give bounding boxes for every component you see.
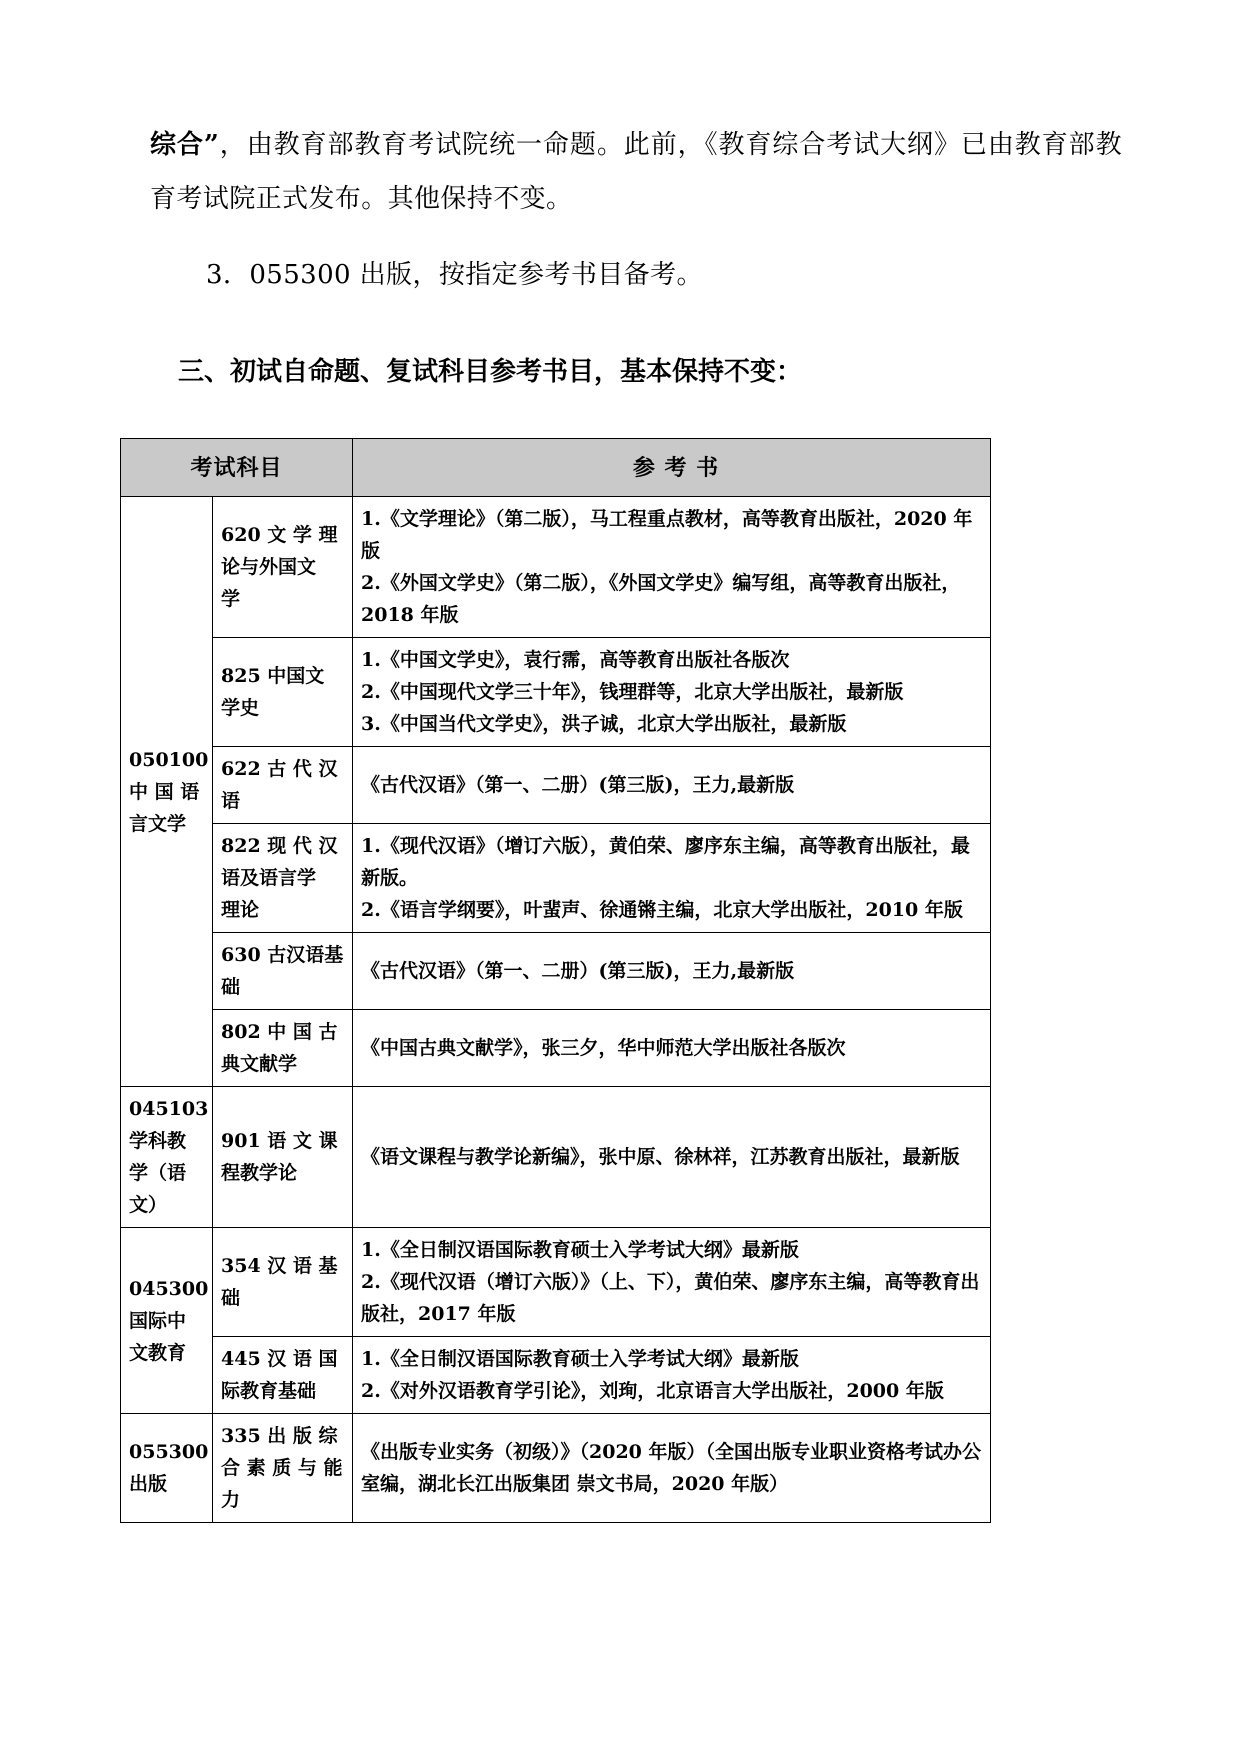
section-heading-three: 三、初试自命题、复试科目参考书目，基本保持不变： bbox=[178, 357, 803, 387]
exam-subject-line: 论与外国文 bbox=[221, 556, 317, 578]
exam-subject-line: 理论 bbox=[221, 899, 260, 921]
major-code-line: 055300 bbox=[129, 1441, 209, 1463]
table-row bbox=[121, 1228, 991, 1337]
header-exam-subject: 考试科目 bbox=[121, 439, 353, 497]
major-code-line: 文） bbox=[129, 1194, 168, 1216]
exam-subject-line: 语及语言学 bbox=[221, 867, 317, 889]
paragraph-1-bold-lead: 综合” bbox=[150, 130, 220, 160]
reference-book-cell bbox=[353, 497, 991, 638]
reference-book-line: 1.《中国文学史》，袁行霈，高等教育出版社各版次 bbox=[361, 649, 790, 671]
exam-subject-line: 典文献学 bbox=[221, 1053, 298, 1075]
reference-book-line: 1.《全日制汉语国际教育硕士入学考试大纲》最新版 bbox=[361, 1239, 799, 1261]
reference-book-cell bbox=[353, 1087, 991, 1228]
reference-book-cell bbox=[353, 638, 991, 747]
major-code-line: 出版 bbox=[129, 1473, 168, 1495]
exam-subject-cell bbox=[213, 1228, 353, 1337]
exam-subject-line: 354 汉 语 基 bbox=[221, 1255, 338, 1277]
spacer-before-heading bbox=[150, 302, 1122, 350]
major-code-line: 中 国 语 bbox=[129, 780, 200, 803]
major-code-cell bbox=[121, 1414, 213, 1523]
table-row bbox=[121, 1414, 991, 1523]
table-row bbox=[121, 497, 991, 638]
table-header-row bbox=[121, 439, 991, 497]
exam-subjects-reference-table bbox=[120, 438, 991, 1523]
reference-book-line: 《古代汉语》（第一、二册）(第三版)，王力,最新版 bbox=[361, 960, 795, 982]
table-row bbox=[121, 1010, 991, 1087]
reference-book-line: 2.《对外汉语教育学引论》，刘珣，北京语言大学出版社，2000 年版 bbox=[361, 1380, 944, 1402]
table-body bbox=[121, 497, 991, 1523]
exam-subject-line: 901 语 文 课 bbox=[221, 1130, 338, 1152]
exam-subject-line: 825 中国文 bbox=[221, 665, 325, 687]
exam-subject-cell bbox=[213, 1337, 353, 1414]
reference-book-cell bbox=[353, 933, 991, 1010]
exam-subject-line: 础 bbox=[221, 976, 241, 998]
reference-book-cell bbox=[353, 824, 991, 933]
exam-subject-cell bbox=[213, 824, 353, 933]
header-reference-book: 参 考 书 bbox=[353, 439, 991, 497]
table-row bbox=[121, 638, 991, 747]
reference-book-line: 1.《现代汉语》（增订六版），黄伯荣、廖序东主编，高等教育出版社，最新版。 bbox=[361, 835, 970, 889]
major-code-line: 学（语 bbox=[129, 1162, 187, 1184]
exam-subject-line: 445 汉 语 国 bbox=[221, 1348, 338, 1370]
exam-subject-line: 620 文 学 理 bbox=[221, 524, 338, 546]
exam-subject-line: 822 现 代 汉 bbox=[221, 835, 338, 857]
exam-subject-line: 802 中 国 古 bbox=[221, 1021, 338, 1043]
exam-subject-line: 力 bbox=[221, 1489, 241, 1511]
spacer-after-paragraph-1 bbox=[150, 226, 1122, 248]
exam-subject-cell bbox=[213, 1414, 353, 1523]
major-code-line: 045103 bbox=[129, 1098, 209, 1120]
major-code-line: 学科教 bbox=[129, 1130, 187, 1152]
exam-subject-line: 语 bbox=[221, 790, 241, 812]
exam-subject-cell bbox=[213, 1010, 353, 1087]
reference-book-line: 2.《现代汉语（增订六版）》（上、下），黄伯荣、廖序东主编，高等教育出版社，2017 年版 bbox=[361, 1271, 980, 1325]
table-row bbox=[121, 933, 991, 1010]
reference-book-cell bbox=[353, 1228, 991, 1337]
paragraph-1 bbox=[150, 118, 1122, 226]
exam-subject-line: 335 出 版 综 bbox=[221, 1425, 338, 1447]
reference-book-cell bbox=[353, 1010, 991, 1087]
exam-subject-line: 622 古 代 汉 bbox=[221, 758, 338, 780]
exam-subject-line: 础 bbox=[221, 1287, 241, 1309]
major-code-line: 文教育 bbox=[129, 1341, 187, 1364]
reference-book-cell bbox=[353, 747, 991, 824]
reference-book-line: 《中国古典文献学》，张三夕，华中师范大学出版社各版次 bbox=[361, 1037, 846, 1059]
reference-book-line: 《古代汉语》（第一、二册）(第三版)，王力,最新版 bbox=[361, 774, 795, 796]
reference-book-line: 3.《中国当代文学史》，洪子诚，北京大学出版社，最新版 bbox=[361, 713, 847, 735]
major-code-line: 国际中 bbox=[129, 1309, 187, 1332]
reference-book-cell bbox=[353, 1337, 991, 1414]
paragraph-1-text: ，由教育部教育考试院统一命题。此前，《教育综合考试大纲》已由教育部教育考试院正式发布。其他保持不变。 bbox=[150, 130, 1123, 214]
exam-subject-cell bbox=[213, 1087, 353, 1228]
exam-subject-line: 学史 bbox=[221, 697, 260, 719]
major-code-line: 言文学 bbox=[129, 812, 187, 835]
major-code-line: 045300 bbox=[129, 1277, 209, 1300]
exam-subject-cell bbox=[213, 638, 353, 747]
exam-subject-cell bbox=[213, 933, 353, 1010]
reference-book-line: 1.《全日制汉语国际教育硕士入学考试大纲》最新版 bbox=[361, 1348, 799, 1370]
table-row bbox=[121, 747, 991, 824]
major-code-cell bbox=[121, 1228, 213, 1414]
table-head bbox=[121, 439, 991, 497]
spacer-before-table bbox=[150, 394, 1122, 438]
exam-subject-line: 合 素 质 与 能 bbox=[221, 1457, 343, 1479]
table-row bbox=[121, 1337, 991, 1414]
reference-book-line: 1.《文学理论》（第二版），马工程重点教材，高等教育出版社，2020 年版 bbox=[361, 508, 973, 562]
exam-subject-line: 630 古汉语基 bbox=[221, 944, 344, 966]
major-code-line: 050100 bbox=[129, 748, 209, 771]
major-code-cell bbox=[121, 1087, 213, 1228]
table-row bbox=[121, 824, 991, 933]
exam-subject-line: 际教育基础 bbox=[221, 1380, 317, 1402]
reference-book-line: 《出版专业实务（初级）》（2020 年版）（全国出版专业职业资格考试办公室编，湖北长江出版集团 崇文书局，2020 年版） bbox=[361, 1441, 982, 1495]
paragraph-2: 3．055300 出版，按指定参考书目备考。 bbox=[206, 260, 703, 290]
exam-subject-cell bbox=[213, 747, 353, 824]
major-code-cell bbox=[121, 497, 213, 1087]
reference-book-cell bbox=[353, 1414, 991, 1523]
reference-book-line: 《语文课程与教学论新编》，张中原、徐林祥，江苏教育出版社，最新版 bbox=[361, 1146, 960, 1168]
reference-book-line: 2.《中国现代文学三十年》，钱理群等，北京大学出版社，最新版 bbox=[361, 681, 904, 703]
reference-book-line: 2.《语言学纲要》，叶蜚声、徐通锵主编，北京大学出版社，2010 年版 bbox=[361, 899, 963, 921]
table-row bbox=[121, 1087, 991, 1228]
exam-subject-cell bbox=[213, 497, 353, 638]
exam-subject-line: 程教学论 bbox=[221, 1162, 298, 1184]
reference-book-line: 2.《外国文学史》（第二版），《外国文学史》编写组，高等教育出版社，2018 年版 bbox=[361, 572, 961, 626]
exam-subject-line: 学 bbox=[221, 588, 241, 610]
